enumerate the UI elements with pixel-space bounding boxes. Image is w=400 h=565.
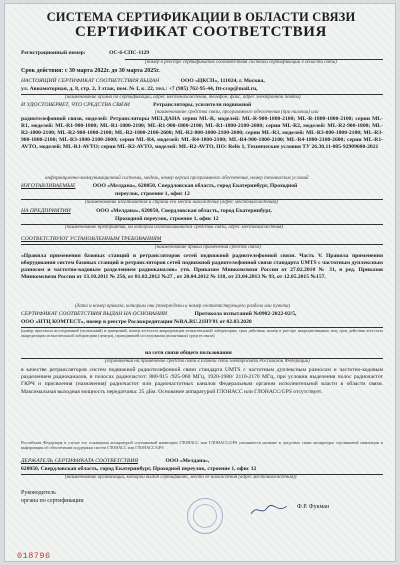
seal-stamp-inner	[193, 504, 217, 528]
validity-period: Срок действия: с 30 марта 2022г. до 30 марта 2025г.	[21, 68, 160, 74]
network-restriction: на сети связи общего пользования	[145, 350, 232, 356]
issuer-caption: (наименование органа по сертификации, адрес местонахождения, телефон, факс, адрес электронной почты)	[65, 95, 301, 100]
certificate-title: СЕРТИФИКАТ СООТВЕТСТВИЯ	[75, 24, 327, 40]
manufacturer-address: переулок, строение 1, офис 12	[115, 191, 190, 197]
enterprise-caption: (наименование предприятия, на котором изготавливаются средства связи, адрес местонахождения)	[65, 225, 284, 230]
certificate-sheet	[4, 3, 396, 562]
signer-title: Руководитель	[21, 490, 56, 496]
equipment-models: радиотелефонной связи, моделей: Ретрансляторы MELДАНА серии ML-R, моделей: ML-R-900-1800-2100; ML-R-1800-1800-2100; серии ML-R1, моделей: ML-R1-900-1800; ML-R1-1800-2100; ML-R1-900-1800-2100; ML-R1-1800-2100-2600; серии ML-R2, моделей: ML-R2-900-1800; ML-R2-1800-2100; ML-R2-900-1800-2100; ML-R2-1800-2100-2600; ML-R2-800-1800-2100-2600; серии ML-R3, моделей: ML-R3-800-1800-2100; ML-R3-900-1800-2100; ML-R3-1800-2100-2600; серии ML-R4, моделей: ML-R4-1800-2100; ML-R4-900-1800-2100; ML-R4-1800-2100-2600; серии ML-R1-AVTO, моделей: ML-R1-AVTO; серии ML-R2-AVTO, моделей: ML-R2-AVTO, ПО: Relis 1, Технические условия ТУ 26.30.11-005-92909600-2021	[21, 116, 383, 150]
basis-caption: (номер протокола исследований (испытаний) и измерений, номер аттестата аккредитации испытательной лаборатории, срок действия, номер в реестре аккредитованных лиц, срок действия аттестата аккредитации испытательной лаборатории (центра), проводившей исследования (испытания) средств связи)	[21, 328, 383, 338]
signature-mark	[249, 502, 289, 518]
manufacturer-row	[21, 183, 383, 190]
registration-row	[21, 50, 383, 57]
enterprise-address: Проходной переулок, строение 1, офис 12	[115, 216, 219, 222]
system-title: СИСТЕМА СЕРТИФИКАЦИИ В ОБЛАСТИ СВЯЗИ	[46, 10, 356, 24]
confirms-row	[21, 102, 383, 109]
basis-label: СЕРТИФИКАТ СООТВЕТСТВИЯ ВЫДАН НА ОСНОВАНИИ	[21, 311, 168, 317]
test-report: Протокола испытаний №0902-2022-02/5,	[194, 311, 297, 317]
issuer-label: НАСТОЯЩИЙ СЕРТИФИКАТ СООТВЕТСТВИЯ ВЫДАН	[21, 78, 160, 84]
requirements-caption-1: (наименование правил применения средств связи)	[155, 245, 261, 250]
manufacturer-name: ООО «Мелдана», 620050, Свердловская область, город Екатеринбург, Проходной	[92, 183, 298, 189]
equipment-type: Ретрансляторы, усилители подвижной	[153, 102, 252, 108]
serial-number: 018796	[17, 551, 51, 561]
network-conditions: в качестве ретрансляторов систем подвижной радиотелефонной связи стандарта UMTS с частотным дуплексным разносом и частотно-кодовым разделением радиоканалов, в полосах радиочастот: 880-915 /925-960 МГц, 1920-1980/ 2110-2170 МГц, при условии выделения полос радиочастот ГКРЧ и присвоения (назначения) радиочастот или радиочастотных каналов Федеральным органом исполнительной власти в области связи. Максимальная выходная мощность передатчика: 25 дБм. Основание аппаратурой ГЛОНАСС или ГЛОНАСС/GPS отсутствует.	[21, 367, 383, 395]
holder-row	[21, 458, 383, 465]
confirms-caption-1: (наименование средства связи, программного обеспечения (при наличии) или	[155, 110, 319, 115]
requirements-text: «Правила применения базовых станций и ретрансляторов сетей подвижной радиотелефонной связи. Часть V. Правила применения оборудования систем базовых станций и ретрансляторов сетей подвижной радиотелефонной связи стандарта UMTS с частотным дуплексным разносом и частотно-кодовым разделением радиоканалов» утв. Приказом Минкомсвязи России от 27.02.2010 № 31, в ред. Приказов Минкомсвязи России от 13.10.2011 № 256, от 01.02.2012 №27 , от 20.04.2012 № 118, от 23.04.2013 № 93, от 12.05.2015 №157.	[21, 253, 383, 280]
signer-title-2: органа по сертификации	[21, 498, 84, 504]
requirements-caption-2: (дата и номер приказа, которым они утверждены и номер соответствующего раздела или пункта)	[75, 304, 291, 309]
holder-label: ДЕРЖАТЕЛЬ СЕРТИФИКАТА СООТВЕТСТВИЯ	[21, 458, 139, 464]
issuer-row	[21, 78, 383, 85]
network-caption: (ограничения на применение средств связи в Единой сети электросвязи Российской Федерации)	[105, 359, 310, 364]
manufacturer-label: ИЗГОТАВЛИВАЕМЫЕ	[21, 183, 76, 189]
manufacturer-caption: (наименование изготовителя и страна его места нахождения (адрес местонахождения))	[85, 200, 278, 205]
requirements-label: СООТВЕТСТВУЮТ УСТАНОВЛЕННЫМ ТРЕБОВАНИЯМ	[21, 236, 162, 242]
enterprise-row	[21, 208, 383, 215]
basis-row	[21, 311, 383, 318]
registration-number: ОС-6-СПС-1129	[109, 50, 150, 56]
registration-caption: (номер в реестре сертификатов соответствия системы сертификации в области связи)	[145, 60, 337, 65]
confirms-caption-2: информационно-коммуникационной системы, модель, номер версии программного обеспечения, номер технических условий	[45, 176, 309, 181]
confirms-label: И УДОСТОВЕРЯЕТ, ЧТО СРЕДСТВА СВЯЗИ	[21, 102, 130, 108]
registration-label: Регистрационный номер:	[21, 50, 86, 56]
gnss-note: Российская Федерация в случае его оснащения аппаратурой спутниковой навигации ГЛОНАСС или ГЛОНАСС/GPS указывается наличие в средствах связи аппаратуры спутниковой навигации и информация об обеспечении поддержки систем ГЛОНАСС или ГЛОНАСС/GPS	[21, 440, 383, 450]
enterprise-label: НА ПРЕДПРИЯТИИ	[21, 208, 71, 214]
issuer-name: ООО «ЦКСП», 111024, г. Москва,	[180, 78, 265, 84]
test-lab: ООО «НТЦ КОМТЕСТ», номер в реестре Росаккредитации №RA.RU.21НУ81 от 02.03.2020	[21, 319, 252, 325]
signer-name: Ф.Р. Фукман	[297, 504, 330, 510]
holder-name: ООО «Мелдана»,	[165, 458, 210, 464]
holder-address: 620050, Свердловская область, город Екатеринбург, Проходной переулок, строение 1, офис 12	[21, 466, 257, 472]
enterprise-name: ООО «Мелдана», 620050, Свердловская область, город Екатеринбург,	[96, 208, 272, 214]
issuer-address: ул. Авиамоторная, д. 8, стр. 2, 3 этаж, пом. № I, к. 22, тел.: +7 (985) 762-95-44, ftt-ccsp@mail.ru,	[21, 86, 258, 92]
holder-caption: (наименование организации, которой выдан сертификат, место её нахождения (адрес местонахождения))	[65, 475, 297, 480]
